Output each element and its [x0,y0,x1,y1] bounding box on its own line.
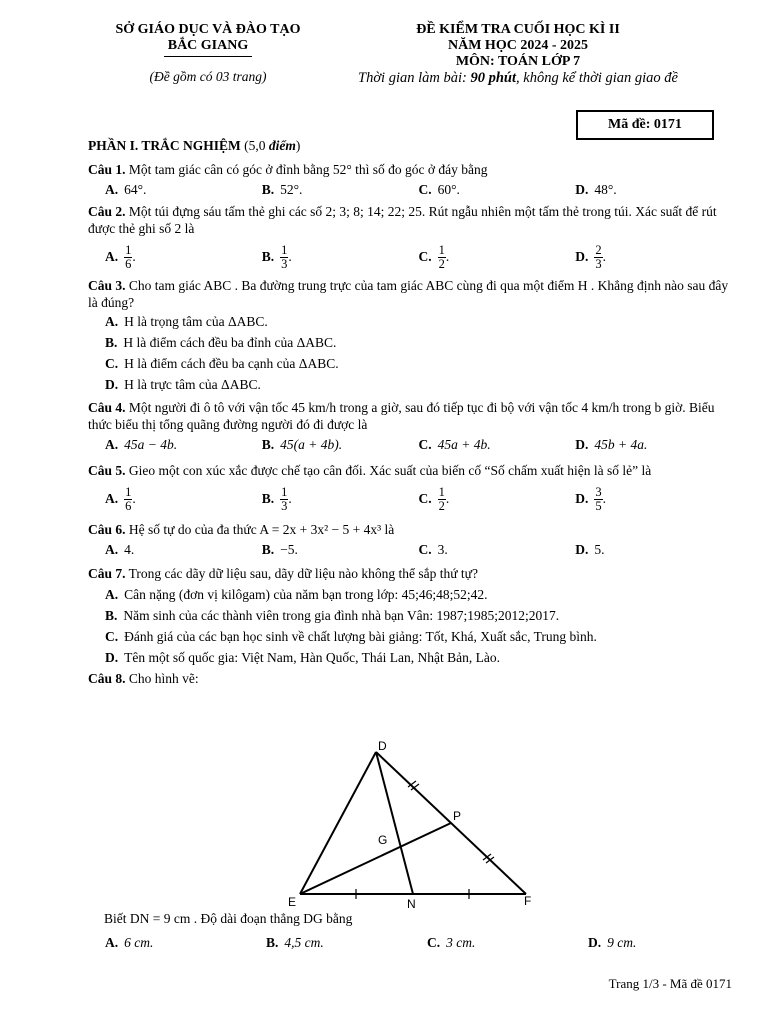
q3-b-letter: B. [105,335,118,350]
q5-b-num: 1 [281,484,288,499]
q6-a-letter: A. [105,542,119,557]
exam-header [318,22,718,86]
subject: MÔN: TOÁN LỚP 7 [455,54,581,69]
q8-option-b[interactable] [266,934,427,952]
q5-option-c[interactable]: C. $\frac{1}{2}$ . [419,483,576,515]
q8-d-text: 9 cm. [607,935,637,950]
q1-option-c[interactable] [419,181,576,199]
q5-b-letter: B. [261,491,275,506]
q4-c-text: 45a + 4b. [437,437,491,452]
q6-option-b[interactable] [262,541,419,559]
q7-label: Câu 7. [88,566,126,581]
q8-after-text: Biết DN = 9 cm . Độ dài đoạn thẳng DG bằng [104,911,353,926]
q7-option-b[interactable] [105,605,732,626]
q2-c-fraction [438,244,446,271]
q2-option-d[interactable]: D. $\frac{2}{3}$ . [575,241,732,273]
q1-a-text: 64°. [124,182,147,197]
q4-options [105,436,732,454]
time-value: 90 phút [470,70,517,86]
part1-score-open: (5,0 [240,138,269,153]
q5-options [105,483,732,515]
q7-c-letter: C. [105,629,119,644]
q4-option-b[interactable] [262,436,419,454]
q3-a-letter: A. [105,314,119,329]
q7-c-text: Đánh giá của các bạn học sinh về chất lượng bài giảng: Tốt, Khá, Xuất sắc, Trung bình. [124,629,597,644]
exam-title: ĐỀ KIỂM TRA CUỐI HỌC KÌ II [416,22,620,37]
q1-option-b[interactable] [262,181,419,199]
point-n: N [407,897,416,910]
school-year: NĂM HỌC 2024 - 2025 [448,38,588,53]
q2-b-num: 1 [281,242,288,257]
q2-d-num: 2 [595,242,602,257]
q7-option-a[interactable] [105,584,732,605]
q4-a-letter: A. [105,437,119,452]
q1-options [105,181,732,199]
q7-d-text: Tên một số quốc gia: Việt Nam, Hàn Quốc, Thái Lan, Nhật Bản, Lào. [124,650,500,665]
question-6 [88,521,732,538]
q8-c-text: 3 cm. [446,935,476,950]
q3-option-c[interactable] [105,353,732,374]
question-2 [88,203,732,237]
q2-text: Một túi đựng sáu tấm thẻ ghi các số 2; 3; 8; 14; 22; 25. Rút ngẫu nhiên một tấm thẻ trong túi. Xác suất để rút được thẻ ghi số 2 là [88,204,717,236]
q3-d-text: H là trực tâm của ΔABC. [124,377,261,392]
q2-a-letter: A. [105,249,119,264]
q8-c-letter: C. [427,935,441,950]
q5-option-b[interactable]: B. $\frac{1}{3}$ . [262,483,419,515]
q3-options [105,311,732,395]
q7-option-d[interactable] [105,647,732,668]
q8-option-c[interactable] [427,934,588,952]
q1-text: Một tam giác cân có góc ở đỉnh bằng 52° thì số đo góc ở đáy bằng [125,162,488,177]
segment-de [300,752,376,894]
q6-text: Hệ số tự do của đa thức A = 2x + 3x² − 5 + 4x³ là [125,522,395,537]
q5-c-letter: C. [418,491,432,506]
q3-a-text: H là trọng tâm của ΔABC. [124,314,268,329]
q3-d-letter: D. [105,377,119,392]
q2-label: Câu 2. [88,204,126,219]
q2-a-fraction [124,244,132,271]
question-7 [88,565,732,582]
q4-text: Một người đi ô tô với vận tốc 45 km/h trong a giờ, sau đó tiếp tục đi bộ với vận tốc 4 km/h trong b giờ. Biểu thức biểu thị tổng quãng đường người đó đi được là [88,400,715,432]
q4-c-letter: C. [418,437,432,452]
q4-label: Câu 4. [88,400,126,415]
q1-c-letter: C. [418,182,432,197]
q7-a-letter: A. [105,587,119,602]
q8-b-letter: B. [266,935,279,950]
q2-b-den: 3 [281,256,288,271]
q6-label: Câu 6. [88,522,126,537]
dept-line2: BẮC GIANG [167,38,249,53]
q2-option-b[interactable]: B. $\frac{1}{3}$ . [262,241,419,273]
q8-d-letter: D. [588,935,602,950]
pages-note: (Đề gồm có 03 trang) [149,69,267,84]
q1-b-letter: B. [261,182,275,197]
q1-a-letter: A. [105,182,119,197]
q6-d-text: 5. [594,542,605,557]
q1-d-text: 48°. [594,182,617,197]
q2-d-letter: D. [575,249,589,264]
q5-a-fraction [124,486,132,513]
q2-a-num: 1 [125,242,132,257]
q5-d-letter: D. [575,491,589,506]
exam-code-box: Mã đề: 0171 [576,110,714,140]
q2-c-den: 2 [438,256,445,271]
q6-a-text: 4. [124,542,135,557]
q8-label: Câu 8. [88,671,126,686]
q5-c-den: 2 [438,498,445,513]
dept-line1: SỞ GIÁO DỤC VÀ ĐÀO TẠO [115,22,301,37]
q2-d-den: 3 [595,256,602,271]
q8-option-a[interactable] [105,934,266,952]
q1-d-letter: D. [575,182,589,197]
q6-option-c[interactable] [419,541,576,559]
q5-option-d[interactable]: D. $\frac{3}{5}$ . [575,483,732,515]
part1-score-close: ) [295,138,301,153]
q3-label: Câu 3. [88,278,126,293]
q7-d-letter: D. [105,650,119,665]
part1-title: PHẦN I. TRẮC NGHIỆM [88,138,241,153]
q5-option-a[interactable]: A. $\frac{1}{6}$ . [105,483,262,515]
q7-a-text: Cân nặng (đơn vị kilôgam) của năm bạn trong lớp: 45;46;48;52;42. [124,587,488,602]
q3-text: Cho tam giác ABC . Ba đường trung trực của tam giác ABC cùng đi qua một điểm H . Khẳng định nào sau đây là đúng? [88,278,729,310]
header-divider [164,56,252,57]
q3-option-a[interactable] [105,311,732,332]
q4-option-a[interactable] [105,436,262,454]
question-1 [88,161,732,178]
question-4 [88,399,732,433]
q4-b-letter: B. [261,437,275,452]
q7-options [105,584,732,668]
q5-b-den: 3 [281,498,288,513]
q2-c-num: 1 [438,242,445,257]
q5-d-fraction [594,486,602,513]
q4-a-text: 45a − 4b. [124,437,178,452]
q5-d-num: 3 [595,484,602,499]
q5-d-den: 5 [595,498,602,513]
q6-b-text: −5. [280,542,298,557]
point-g: G [378,833,388,847]
time-note [318,70,718,86]
q7-b-letter: B. [105,608,118,623]
q2-a-den: 6 [125,256,132,271]
q8-a-text: 6 cm. [124,935,154,950]
q8-text: Cho hình vẽ: [125,671,199,686]
q4-option-d[interactable] [575,436,732,454]
q1-option-d[interactable] [575,181,732,199]
q3-b-text: H là điểm cách đều ba đỉnh của ΔABC. [123,335,337,350]
q5-b-fraction [280,486,288,513]
q2-d-fraction [594,244,602,271]
exam-content [88,138,732,687]
q3-option-d[interactable] [105,374,732,395]
q2-option-c[interactable]: C. $\frac{1}{2}$ . [419,241,576,273]
segment-ep [300,823,451,894]
time-suffix: , không kể thời gian giao đề [516,70,678,86]
q5-a-num: 1 [125,484,132,499]
q6-d-letter: D. [575,542,589,557]
q3-c-letter: C. [105,356,119,371]
q6-option-d[interactable] [575,541,732,559]
q1-option-a[interactable] [105,181,262,199]
q5-c-fraction [438,486,446,513]
part1-heading [88,138,732,154]
q5-a-letter: A. [105,491,119,506]
q8-option-d[interactable] [588,934,749,952]
q2-option-a[interactable]: A. $\frac{1}{6}$ . [105,241,262,273]
time-prefix: Thời gian làm bài: [358,70,471,86]
q3-option-b[interactable] [105,332,732,353]
q4-b-text: 45(a + 4b). [280,437,343,452]
q5-c-num: 1 [438,484,445,499]
q6-option-a[interactable] [105,541,262,559]
q5-label: Câu 5. [88,463,126,478]
q6-c-text: 3. [437,542,448,557]
triangle-figure [288,738,548,910]
q2-b-fraction [280,244,288,271]
point-p: P [453,809,462,823]
q1-label: Câu 1. [88,162,126,177]
part1-score-word: điểm [268,138,296,153]
q5-a-den: 6 [125,498,132,513]
q8-b-text: 4,5 cm. [284,935,324,950]
question-5 [88,462,732,479]
segment-dn [376,752,413,894]
q6-b-letter: B. [261,542,275,557]
q4-d-text: 45b + 4a. [594,437,648,452]
q6-options [105,541,732,559]
q6-c-letter: C. [418,542,432,557]
q1-b-text: 52°. [280,182,303,197]
q7-text: Trong các dãy dữ liệu sau, dãy dữ liệu nào không thể sắp thứ tự? [125,566,478,581]
point-d: D [378,739,387,753]
q3-c-text: H là điểm cách đều ba cạnh của ΔABC. [124,356,339,371]
question-3 [88,277,732,311]
q4-option-c[interactable] [419,436,576,454]
q5-text: Gieo một con xúc xắc được chế tạo cân đối. Xác suất của biến cố “Số chấm xuất hiện là số lẻ” là [125,463,652,478]
q1-c-text: 60°. [437,182,460,197]
q2-options [105,241,732,273]
point-e: E [288,895,297,909]
department-header [88,22,328,85]
q7-b-text: Năm sinh của các thành viên trong gia đình nhà bạn Vân: 1987;1985;2012;2017. [123,608,560,623]
q8-options [105,934,749,952]
page-footer: Trang 1/3 - Mã đề 0171 [608,976,732,991]
q2-c-letter: C. [418,249,432,264]
point-f: F [524,894,532,908]
q2-b-letter: B. [261,249,275,264]
q7-option-c[interactable] [105,626,732,647]
question-8 [88,670,732,687]
q8-a-letter: A. [105,935,119,950]
q4-d-letter: D. [575,437,589,452]
